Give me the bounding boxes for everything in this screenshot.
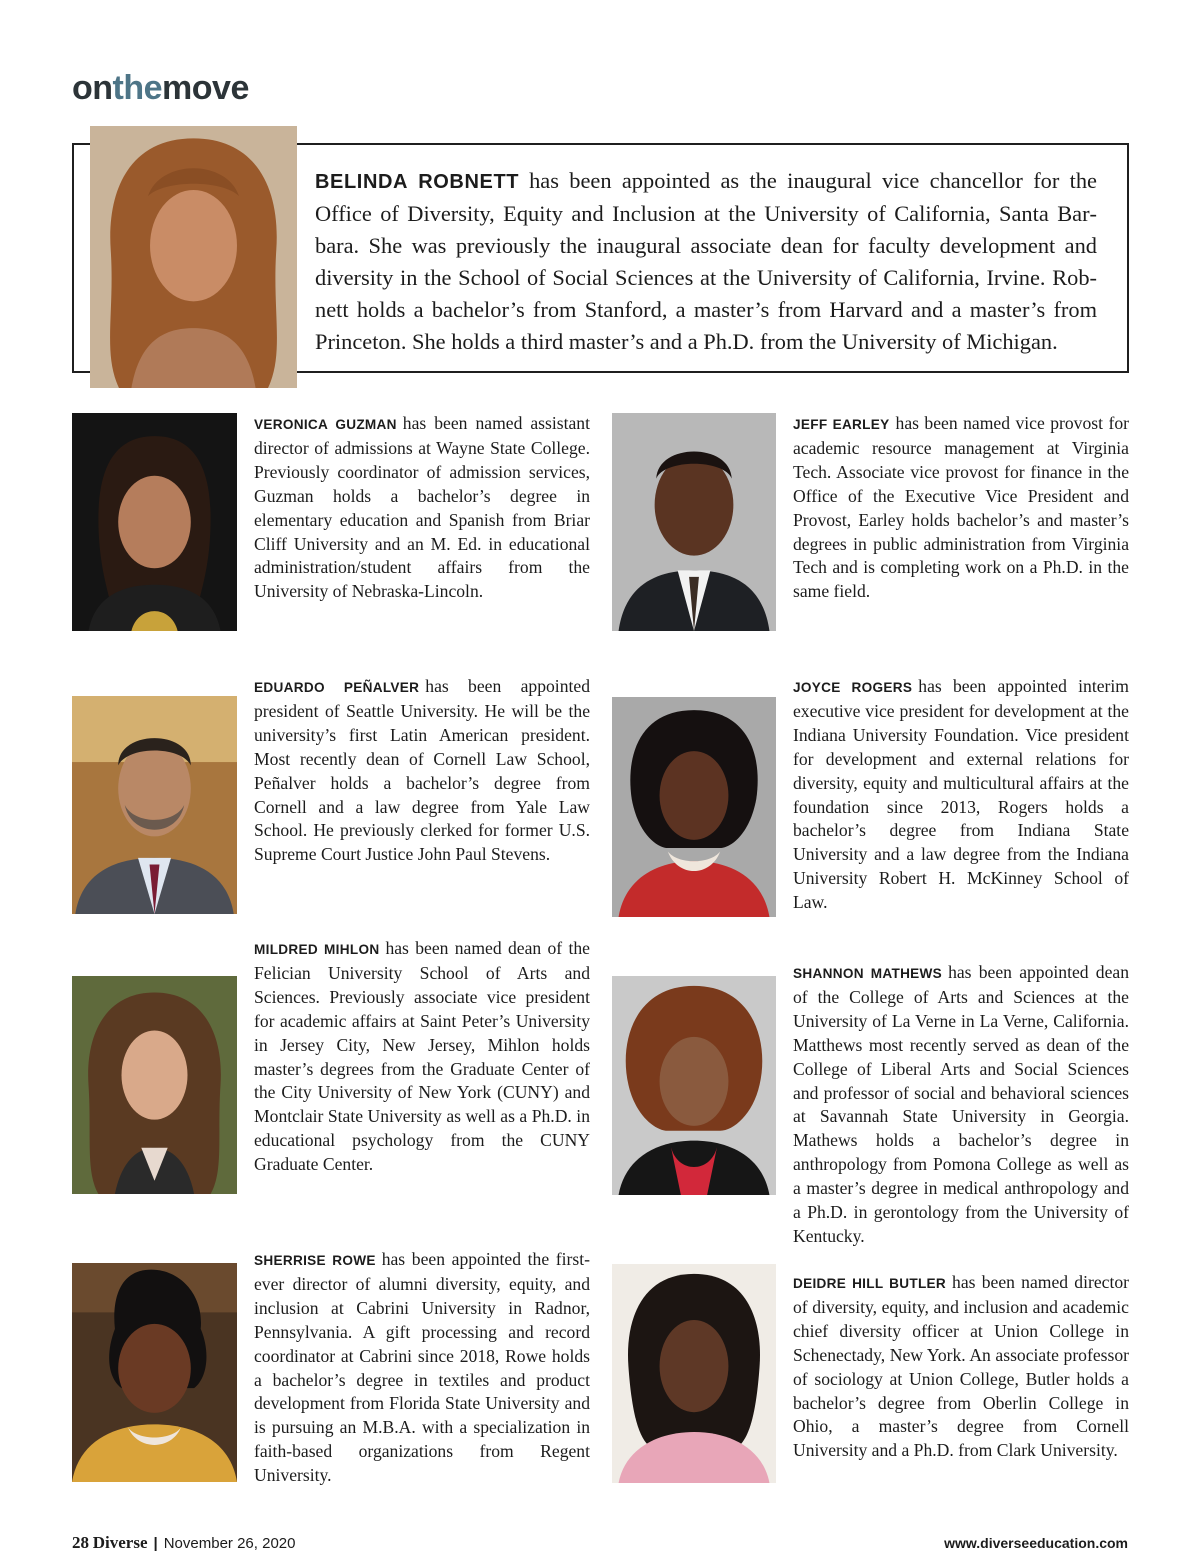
page-number: 28 xyxy=(72,1533,89,1552)
issue-date: November 26, 2020 xyxy=(163,1535,296,1552)
featured-name: BELINDA ROBNETT xyxy=(315,171,520,193)
portrait-photo-mathews xyxy=(612,976,776,1195)
portrait-photo-guzman xyxy=(72,413,237,631)
bio-name: EDUARDO PEÑALVER xyxy=(254,680,420,695)
website-url: www.diverseeducation.com xyxy=(944,1535,1128,1551)
portrait-photo-earley xyxy=(612,413,776,631)
portrait-photo-butler xyxy=(612,1264,776,1483)
featured-text: has been appointed as the inaugural vice chancellor for the Office of Diversity, Equity and Inclusion at the University of California, Santa Barbara. She was previously the inaugural associate dean for faculty development and diversity in the School of Social Sciences at the University of California, Irvine. Robnett holds a bachelor’s from Stanford, a master’s from Harvard and a master’s from Princeton. She holds a third master’s and a Ph.D. from the University of Michigan. xyxy=(315,168,1097,354)
bio-name: SHERRISE ROWE xyxy=(254,1253,376,1268)
bio-entry xyxy=(254,937,590,1177)
bio-name: SHANNON MATHEWS xyxy=(793,966,943,981)
bio-text: has been named assistant director of admissions at Wayne State College. Previously coordinator of admission services, Guzman holds a bachelor’s degree in elementary education and Spanish from Briar Cliff University and an M. Ed. in educational administration/student affairs from the University of Nebraska-Lincoln. xyxy=(254,413,590,602)
portrait-photo-mihlon xyxy=(72,976,237,1194)
bio-name: JOYCE ROGERS xyxy=(793,680,913,695)
bio-entry xyxy=(793,961,1129,1249)
featured-portrait-photo xyxy=(90,126,297,388)
publication-name: Diverse xyxy=(92,1533,148,1552)
bio-entry xyxy=(254,412,590,604)
bio-text: has been named director of diversity, equity, and inclusion and academic chief diversity officer at Union College in Schenectady, New York. An associate professor of sociology at Union College, Butler holds a bachelor’s degree from Oberlin College in Ohio, a master’s degree from Cornell University and a Ph.D. from Clark University. xyxy=(793,1272,1129,1461)
bio-text: has been appointed the first-ever director of alumni diversity, equity, and inclusion at Cabrini University in Radnor, Pennsylvania. A gift processing and record coordinator at Cabrini since 2018, Rowe holds a bachelor’s degree in textiles and product development from Florida State University and is pursuing an M.B.A. with a specialization in faith-based organizations from Regent University. xyxy=(254,1249,590,1486)
footer-separator: | xyxy=(153,1535,158,1552)
bio-name: MILDRED MIHLON xyxy=(254,942,380,957)
bio-text: has been appointed president of Seattle University. He will be the university’s first Latin American president. Most recently dean of Cornell Law School, Peñalver holds a bachelor’s degree from Cornell and a law degree from Yale Law School. He previously clerked for former U.S. Supreme Court Justice John Paul Stevens. xyxy=(254,676,590,865)
bio-name: VERONICA GUZMAN xyxy=(254,417,397,432)
section-title xyxy=(72,66,249,110)
section-title-move: move xyxy=(162,69,249,107)
portrait-photo-penalver xyxy=(72,696,237,914)
bio-text: has been appointed dean of the College of Arts and Sciences at the University of La Verne in La Verne, California. Matthews most recently served as dean of the College of Liberal Arts and Social Sciences and professor of social and behavioral sciences at Savannah State University in Georgia. Mathews holds a bachelor’s degree in anthropology from Pomona College as well as a master’s degree in medical anthropology and a Ph.D. in gerontology from the University of Kentucky. xyxy=(793,962,1130,1246)
bio-entry xyxy=(254,675,590,867)
bio-text: has been named dean of the Felician University School of Arts and Sciences. Previously associate vice president for academic affairs at Saint Peter’s University in Jersey City, New Jersey, Mihlon holds master’s degrees from the Graduate Center of the City University of New York (CUNY) and Montclair State University as well as a Ph.D. in educational psychology from the CUNY Graduate Center. xyxy=(254,938,590,1175)
bio-entry xyxy=(793,1271,1129,1463)
bio-entry xyxy=(793,412,1129,604)
page-footer xyxy=(72,1532,295,1555)
bio-text: has been appointed interim executive vice president for development at the Indiana University Foundation. Vice president for development and external relations for diversity, equity and multicultural affairs at the foundation since 2013, Rogers holds a bachelor’s degree from Indiana State University and a law degree from the Indiana University Robert H. McKinney School of Law. xyxy=(793,676,1129,913)
bio-name: DEIDRE HILL BUTLER xyxy=(793,1276,947,1291)
section-title-the: the xyxy=(112,69,163,107)
bio-name: JEFF EARLEY xyxy=(793,417,890,432)
featured-bio xyxy=(315,165,1097,358)
portrait-photo-rogers xyxy=(612,697,776,917)
bio-entry xyxy=(254,1248,590,1488)
bio-text: has been named vice provost for academic resource management at Virginia Tech. Associate vice provost for finance in the Office of the Executive Vice President and Provost, Earley holds bachelor’s and master’s degrees in public administration from Virginia Tech and is completing work on a Ph.D. in the same field. xyxy=(793,413,1129,602)
portrait-photo-rowe xyxy=(72,1263,237,1482)
section-title-on: on xyxy=(72,69,113,107)
bio-entry xyxy=(793,675,1129,915)
